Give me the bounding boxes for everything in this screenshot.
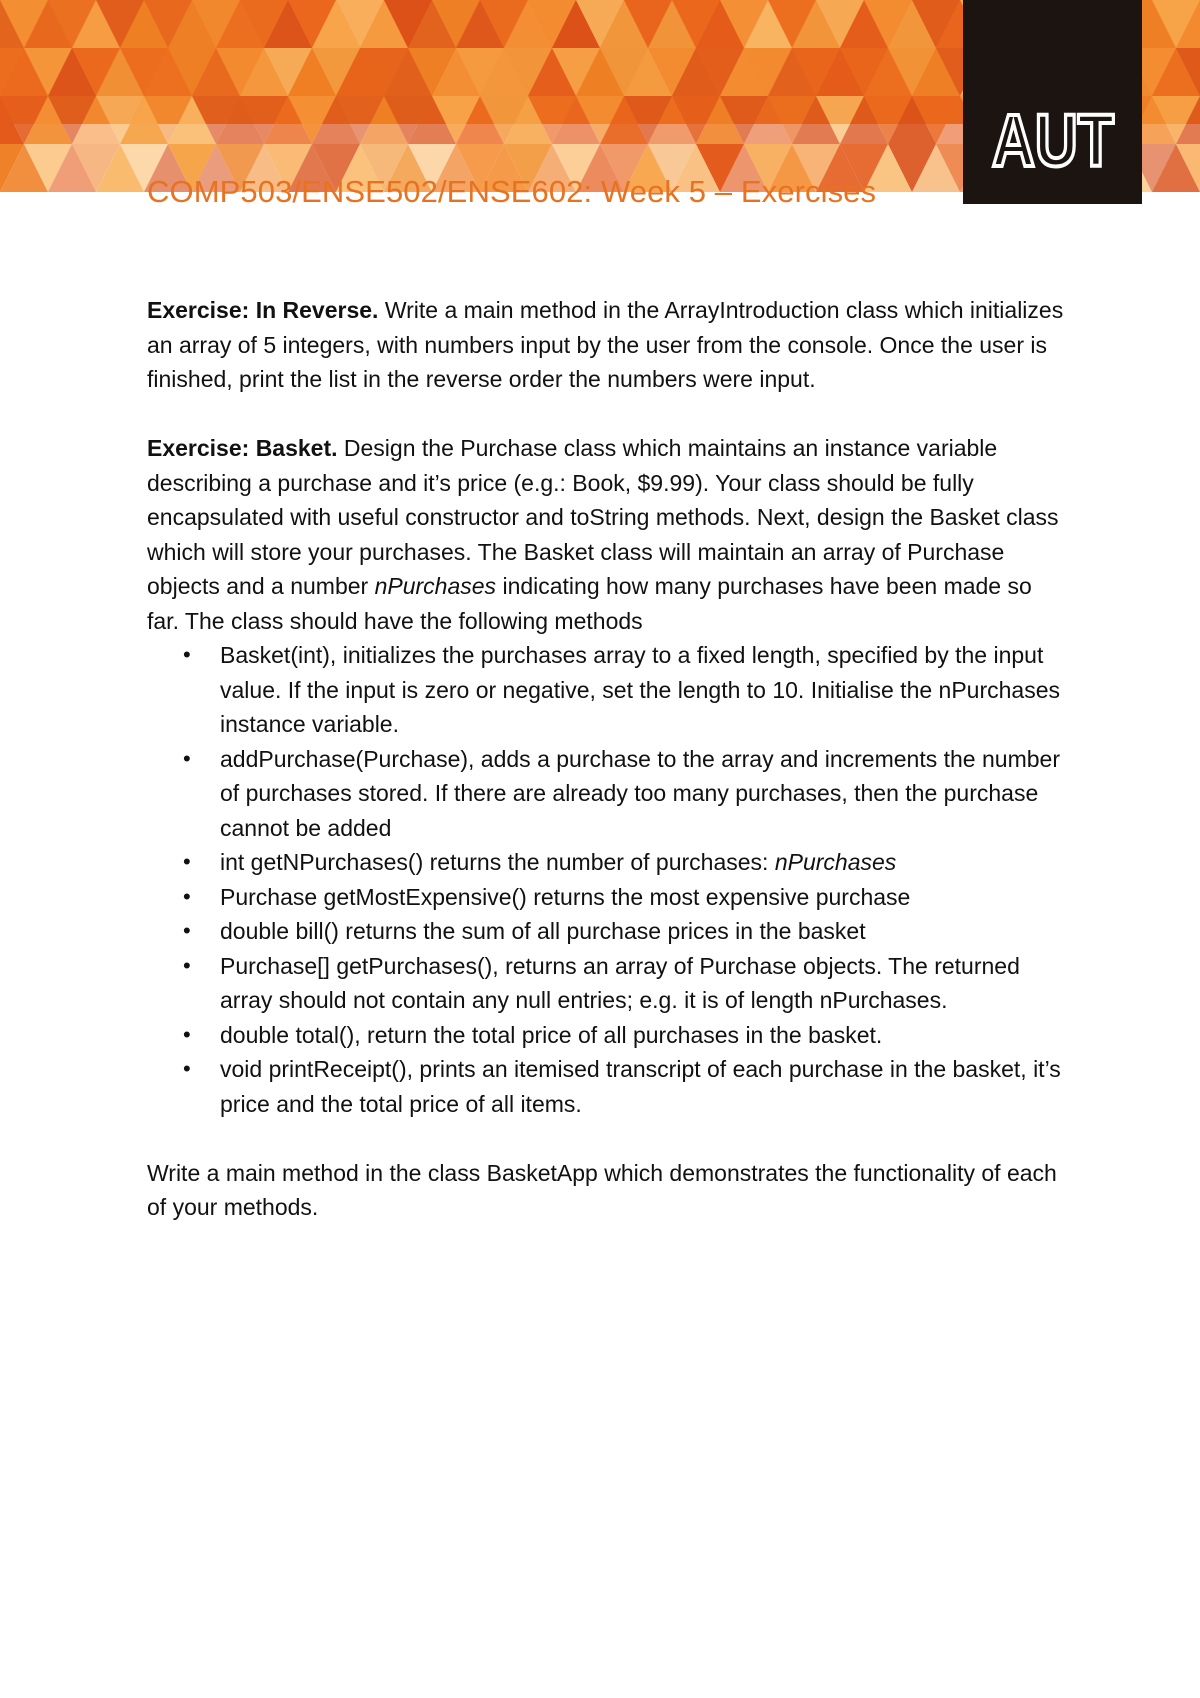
- method-get-npurchases-term: nPurchases: [774, 849, 897, 875]
- aut-logo-text: AUT: [991, 99, 1114, 182]
- list-item: [147, 1018, 1067, 1053]
- exercise-basket-term: nPurchases: [374, 573, 497, 599]
- paragraph-spacer: [147, 397, 1067, 432]
- method-basket-int: Basket(int), initializes the purchases array to a fixed length, specified by the input value. If the input is zero or negative, set the length to 10. Initialise the nPurchases instance variable.: [220, 642, 1061, 737]
- list-item: [147, 1052, 1067, 1121]
- exercise-basket-heading: Exercise: Basket.: [147, 435, 338, 461]
- exercise-basket-text: Design the Purchase class which maintains an instance variable describing a purchase and it’s price (e.g.: Book, $9.99). Your class should be fully encapsulated with useful constructor and toString methods. Next, design the Basket class which will store your purchases. The Basket class will maintain an array of Purchase objects and a number: [147, 435, 1059, 599]
- method-list: [147, 638, 1067, 1121]
- aut-logo: [963, 0, 1142, 204]
- exercise-basket-paragraph: [147, 431, 1067, 638]
- method-get-most-expensive: Purchase getMostExpensive() returns the most expensive purchase: [220, 883, 911, 910]
- list-item: [147, 845, 1067, 880]
- method-total: double total(), return the total price of all purchases in the basket.: [220, 1021, 883, 1048]
- paragraph-spacer: [147, 1121, 1067, 1156]
- list-item: [147, 914, 1067, 949]
- method-print-receipt: void printReceipt(), prints an itemised transcript of each purchase in the basket, it’s price and the total price of all items.: [220, 1056, 1061, 1117]
- aut-logo-mark: [988, 99, 1118, 182]
- list-item: [147, 949, 1067, 1018]
- list-item: [147, 742, 1067, 846]
- closing-paragraph: Write a main method in the class BasketApp which demonstrates the functionality of each of your methods.: [147, 1159, 1057, 1220]
- exercise-basket-text-cont: indicating how many purchases have been made so far. The class should have the following methods: [147, 573, 1032, 634]
- page-title: COMP503/ENSE502/ENSE602: Week 5 – Exercises: [147, 174, 877, 209]
- method-get-purchases: Purchase[] getPurchases(), returns an array of Purchase objects. The returned array should not contain any null entries; e.g. it is of length nPurchases.: [220, 952, 1020, 1013]
- exercise-reverse-heading: Exercise: In Reverse.: [147, 297, 379, 323]
- list-item: [147, 880, 1067, 915]
- exercise-reverse-text: Write a main method in the ArrayIntroduction class which initializes an array of 5 integers, with numbers input by the user from the console. Once the user is finished, print the list in the reverse order the numbers were input.: [147, 297, 1064, 392]
- list-item: [147, 638, 1067, 742]
- method-bill: double bill() returns the sum of all purchase prices in the basket: [220, 918, 866, 944]
- document-body: [147, 293, 1067, 1225]
- exercise-reverse-paragraph: [147, 293, 1067, 397]
- method-add-purchase: addPurchase(Purchase), adds a purchase to the array and increments the number of purchases stored. If there are already too many purchases, then the purchase cannot be added: [220, 745, 1060, 841]
- method-get-npurchases: int getNPurchases() returns the number of purchases:: [220, 849, 775, 875]
